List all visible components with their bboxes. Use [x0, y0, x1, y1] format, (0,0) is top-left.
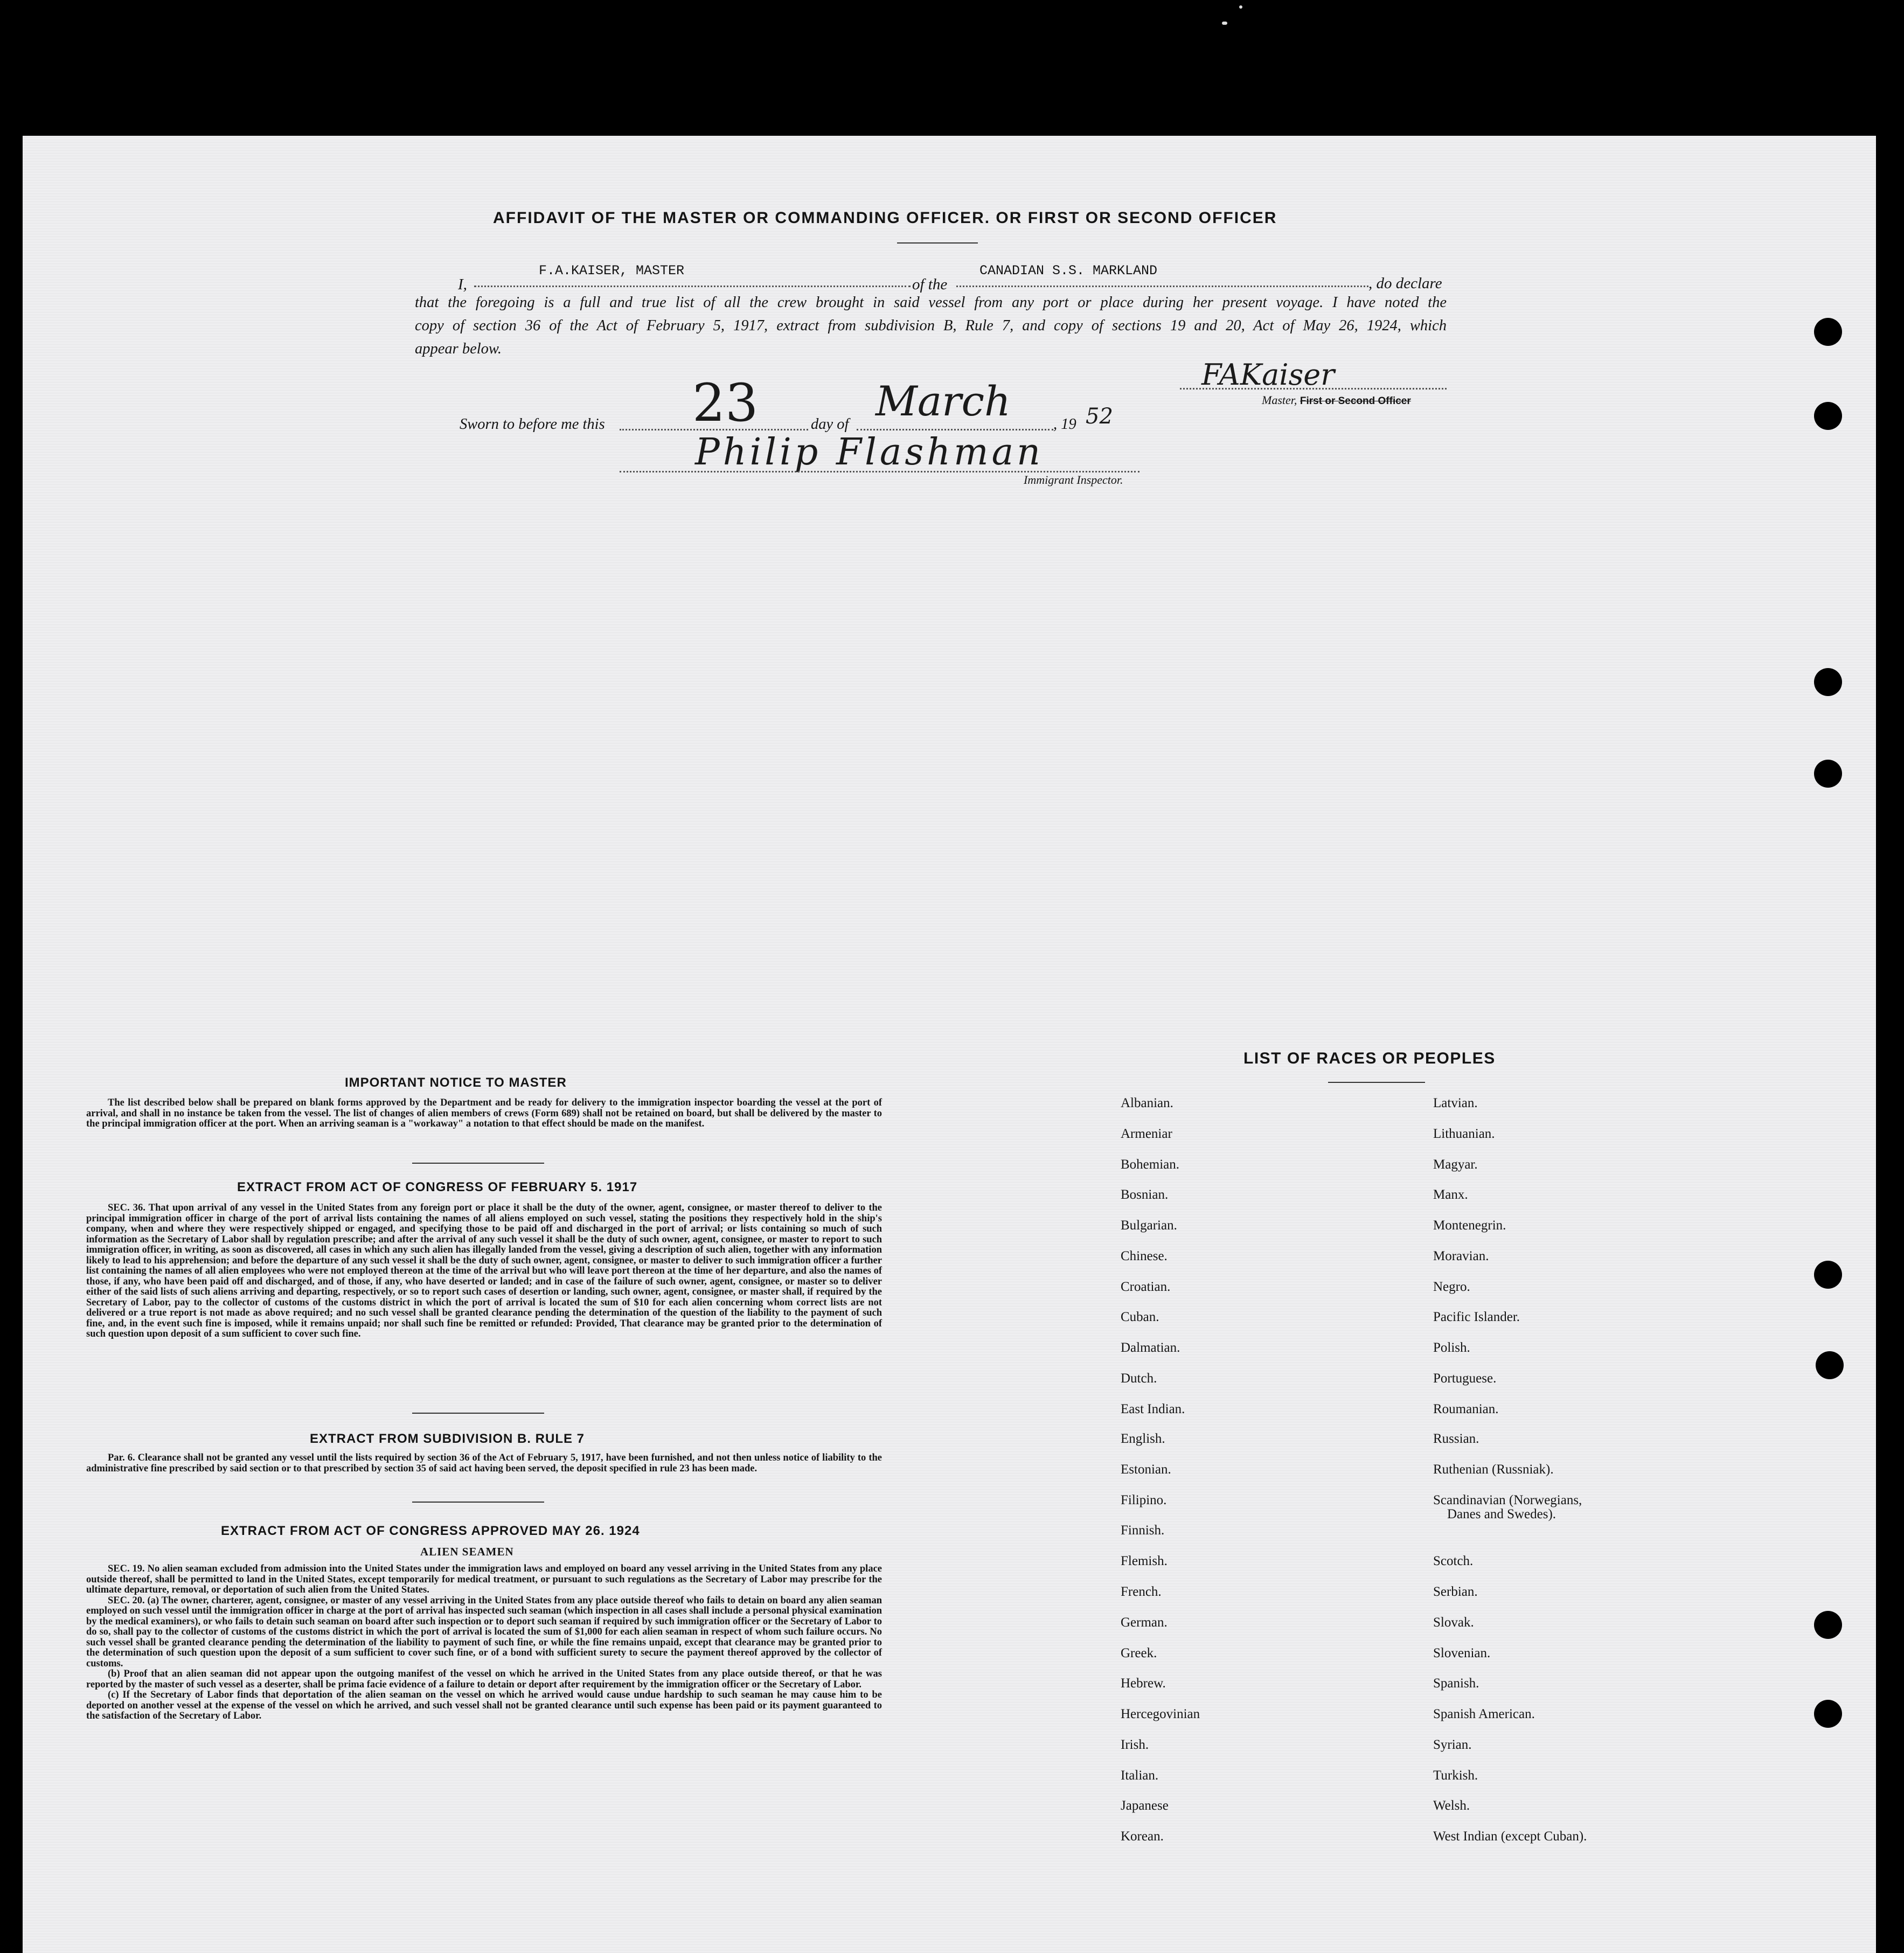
- race-item: Russian.: [1433, 1431, 1479, 1446]
- race-item: Bosnian.: [1121, 1187, 1169, 1202]
- inspector-signature: Philip Flashman: [695, 431, 1044, 474]
- master-caption: [1262, 393, 1411, 407]
- race-item: Dutch.: [1121, 1371, 1157, 1386]
- race-item: Serbian.: [1433, 1584, 1478, 1599]
- race-item: Hebrew.: [1121, 1676, 1166, 1691]
- extract-1917-text: [86, 1203, 882, 1340]
- par6-paragraph: Par. 6. Clearance shall not be granted any vessel until the lists required by section 36 of the Act of February 5, 1917, have been furnished, and not then unless notice of liability to the administrative fine prescribed by said section or to that prescribed by section 35 of said act having been served, the deposit specified in rule 23 has been made.: [86, 1452, 882, 1474]
- race-item: Pacific Islander.: [1433, 1310, 1520, 1324]
- race-item: French.: [1121, 1584, 1162, 1599]
- race-item: Moravian.: [1433, 1249, 1489, 1263]
- race-item: Estonian.: [1121, 1462, 1171, 1477]
- punch-hole: [1814, 318, 1842, 346]
- race-item: Bulgarian.: [1121, 1218, 1177, 1233]
- of-the-label: of the: [912, 276, 948, 293]
- inspector-caption: Immigrant Inspector.: [1024, 473, 1123, 486]
- race-item: West Indian (except Cuban).: [1433, 1829, 1587, 1844]
- affidavit-body-line: copy of section 36 of the Act of February 5, 1917, extract from subdivision B, Rule 7, and copy of sections 19 and 20, Act of May 26, 1924, which: [415, 317, 1447, 334]
- race-item: Latvian.: [1433, 1096, 1478, 1110]
- affidavit-body-line: that the foregoing is a full and true list of all the crew brought in said vessel from any port or place during her present voyage. I have noted the: [415, 294, 1447, 311]
- sworn-day: 23: [692, 373, 759, 433]
- master-signature: FAKaiser: [1201, 358, 1335, 392]
- vessel-line: [956, 286, 1368, 287]
- sec20c-paragraph: (c) If the Secretary of Labor finds that deportation of the alien seaman on the vessel on which he arrived would cause undue hardship to such seaman he may cause him to be deported on another vessel at the expense of the vessel on which he arrived, and such vessel shall not be granted clearance until such expense has been paid or its payment guaranteed to the satisfaction of the Secretary of Labor.: [86, 1690, 882, 1721]
- race-item: Scandinavian (Norwegians,: [1433, 1493, 1582, 1507]
- race-item: Turkish.: [1433, 1768, 1478, 1783]
- race-item: Irish.: [1121, 1737, 1149, 1752]
- races-title: LIST OF RACES OR PEOPLES: [1243, 1050, 1496, 1067]
- punch-hole: [1814, 1611, 1842, 1639]
- declare-label: , do declare: [1368, 275, 1442, 292]
- race-item: Slovenian.: [1433, 1646, 1491, 1660]
- master-caption-prefix: Master,: [1262, 393, 1297, 407]
- year-prefix: , 19: [1053, 416, 1076, 433]
- alien-seamen-subtitle: ALIEN SEAMEN: [420, 1545, 514, 1558]
- race-item: Manx.: [1433, 1187, 1468, 1202]
- sec20b-paragraph: (b) Proof that an alien seaman did not appear upon the outgoing manifest of the vessel on which he arrived in the United States from any place outside thereof, or that he was reported by the master of such vessel as a deserter, shall be prima facie evidence of a failure to detain or deport after requirement by the immigration officer or the Secretary of Labor.: [86, 1669, 882, 1690]
- race-item: Armeniar: [1121, 1127, 1172, 1141]
- race-item: Finnish.: [1121, 1523, 1165, 1538]
- race-item: Filipino.: [1121, 1493, 1167, 1507]
- race-item: Slovak.: [1433, 1615, 1474, 1630]
- punch-hole: [1814, 1261, 1842, 1289]
- punch-hole: [1816, 1351, 1844, 1379]
- race-item: Chinese.: [1121, 1249, 1168, 1263]
- race-item: Dalmatian.: [1121, 1340, 1180, 1355]
- races-divider: [1328, 1082, 1425, 1083]
- race-item: Bohemian.: [1121, 1157, 1180, 1172]
- master-signature-line: [1180, 388, 1447, 390]
- sec36-paragraph: SEC. 36. That upon arrival of any vessel in the United States from any foreign port or place it shall be the duty of the owner, agent, consignee, or master thereof to deliver to the principal immigration officer in charge of the port of arrival lists containing the names of all aliens employed on such vessel, stating the positions they respectively hold in the ship's company, when and where they were respectively shipped or engaged, and specifying those to be paid off and discharged in the port of arrival; or lists containing so much of such information as the Secretary of Labor shall by regulation prescribe; and after the arrival of any such vessel it shall be the duty of such owner, agent, consignee, or master to report to such immigration officer, in writing, as soon as discovered, all cases in which any such alien has illegally landed from the vessel, giving a description of such alien, together with any information likely to lead to his apprehension; and before the departure of any such vessel it shall be the duty of such owner, agent, consignee, or master to deliver to such immigration officer a further list containing the names of all alien employees who were not employed thereon at the time of the arrival but who will leave port thereon at the time of her departure, and also the names of those, if any, who have been paid off and discharged, and of those, if any, who have deserted or landed; and in case of the failure of such owner, agent, consignee, or master so to deliver either of the said lists of such aliens arriving and departing, respectively, or so to report such cases of desertion or landing, such owner, agent, consignee, or master shall, if required by the Secretary of Labor, pay to the collector of customs of the customs district in which the port of arrival is located the sum of $10 for each alien concerning whom correct lists are not delivered or a true report is not made as above required; and no such vessel shall be granted clearance pending the determination of the question of the liability to the payment of such fine, and, in the event such fine is imposed, while it remains unpaid; nor shall such fine be remitted or refunded: Provided, That clearance may be granted prior to the determination of such question upon deposit of a sum sufficient to cover such fine.: [86, 1203, 882, 1339]
- title-divider: [897, 242, 978, 244]
- section-divider: [412, 1413, 544, 1414]
- race-item: German.: [1121, 1615, 1168, 1630]
- section-divider: [412, 1502, 544, 1503]
- master-name: F.A.KAISER, MASTER: [539, 263, 685, 279]
- race-item: English.: [1121, 1431, 1165, 1446]
- extract-1917-title: EXTRACT FROM ACT OF CONGRESS OF FEBRUARY 5. 1917: [237, 1180, 638, 1194]
- race-item: Magyar.: [1433, 1157, 1478, 1172]
- race-item: Danes and Swedes).: [1447, 1507, 1556, 1521]
- notice-text: [86, 1098, 882, 1130]
- race-item: Scotch.: [1433, 1554, 1474, 1568]
- race-item: Welsh.: [1433, 1798, 1470, 1813]
- affidavit-title: AFFIDAVIT OF THE MASTER OR COMMANDING OFFICER. OR FIRST OR SECOND OFFICER: [493, 209, 1277, 227]
- punch-hole: [1814, 1700, 1842, 1728]
- sworn-month-line: [857, 429, 1053, 430]
- scan-speck: [1239, 5, 1242, 9]
- section-divider: [412, 1163, 544, 1164]
- name-line: [474, 286, 911, 287]
- vessel-name: CANADIAN S.S. MARKLAND: [979, 263, 1158, 279]
- race-item: Polish.: [1433, 1340, 1470, 1355]
- scan-speck: [1222, 22, 1227, 25]
- race-item: Korean.: [1121, 1829, 1164, 1844]
- race-item: Spanish.: [1433, 1676, 1479, 1691]
- race-item: Negro.: [1433, 1280, 1470, 1294]
- year-suffix: 52: [1086, 404, 1113, 429]
- rule7-title: EXTRACT FROM SUBDIVISION B. RULE 7: [310, 1431, 585, 1446]
- i-label: I,: [458, 276, 467, 293]
- sworn-month: March: [875, 377, 1011, 425]
- notice-title: IMPORTANT NOTICE TO MASTER: [345, 1075, 567, 1090]
- punch-hole: [1814, 760, 1842, 788]
- race-item: Croatian.: [1121, 1280, 1171, 1294]
- inspector-signature-line: [620, 471, 1139, 472]
- extract-1924-text: [86, 1564, 882, 1722]
- sec20a-paragraph: SEC. 20. (a) The owner, charterer, agent, consignee, or master of any vessel arriving in the United States from any place outside thereof who fails to detain on board any alien seaman employed on such vessel until the immigration officer in charge at the port of arrival has inspected such seaman (which inspection in all cases shall include a personal physical examination by the medical examiners), or who fails to detain such seaman on board after such inspection or to deport such seaman if required by such immigration officer or the Secretary of Labor to do so, shall pay to the collector of customs of the customs district in which the port of arrival is located the sum of $1,000 for each alien seaman in respect of whom such failure occurs. No such vessel shall be granted clearance pending the determination of the liability to payment of such fine, or while the fine remains unpaid, except that clearance may be granted prior to the determination of such question upon the deposit of a sum sufficient to cover such fine, or of a bond with sufficient surety to secure the payment thereof approved by the collector of customs.: [86, 1595, 882, 1669]
- sworn-label: Sworn to before me this: [460, 416, 605, 433]
- master-caption-struck: First or Second Officer: [1300, 395, 1411, 407]
- race-item: Montenegrin.: [1433, 1218, 1506, 1233]
- rule7-text: [86, 1453, 882, 1474]
- punch-hole: [1814, 402, 1842, 430]
- notice-paragraph: The list described below shall be prepared on blank forms approved by the Department and be ready for delivery to the immigration inspector boarding the vessel at the port of arrival, and shall in no instance be taken from the vessel. The list of changes of alien members of crews (Form 689) shall not be retained on board, but shall be delivered by the master to the principal immigration officer at the port. When an arriving seaman is a "workaway" a notation to that effect should be made on the manifest.: [86, 1097, 882, 1129]
- race-item: Lithuanian.: [1433, 1127, 1495, 1141]
- race-item: Syrian.: [1433, 1737, 1472, 1752]
- race-item: East Indian.: [1121, 1402, 1185, 1416]
- race-item: Ruthenian (Russniak).: [1433, 1462, 1554, 1477]
- race-item: Flemish.: [1121, 1554, 1168, 1568]
- race-item: Japanese: [1121, 1798, 1169, 1813]
- race-item: Italian.: [1121, 1768, 1159, 1783]
- day-of-label: day of: [811, 416, 849, 433]
- extract-1924-title: EXTRACT FROM ACT OF CONGRESS APPROVED MAY 26. 1924: [221, 1524, 640, 1538]
- race-item: Roumanian.: [1433, 1402, 1499, 1416]
- race-item: Greek.: [1121, 1646, 1157, 1660]
- punch-hole: [1814, 668, 1842, 696]
- race-item: Albanian.: [1121, 1096, 1173, 1110]
- race-item: Spanish American.: [1433, 1707, 1535, 1721]
- race-item: Cuban.: [1121, 1310, 1159, 1324]
- sec19-paragraph: SEC. 19. No alien seaman excluded from admission into the United States under the immigration laws and employed on board any vessel arriving in the United States from any place outside thereof, shall be permitted to land in the United States, except temporarily for medical treatment, or pursuant to such regulations as the Secretary of Labor may prescribe for the ultimate departure, removal, or deportation of such alien from the United States.: [86, 1563, 882, 1595]
- affidavit-body-line: appear below.: [415, 340, 502, 357]
- race-item: Portuguese.: [1433, 1371, 1497, 1386]
- race-item: Hercegovinian: [1121, 1707, 1200, 1721]
